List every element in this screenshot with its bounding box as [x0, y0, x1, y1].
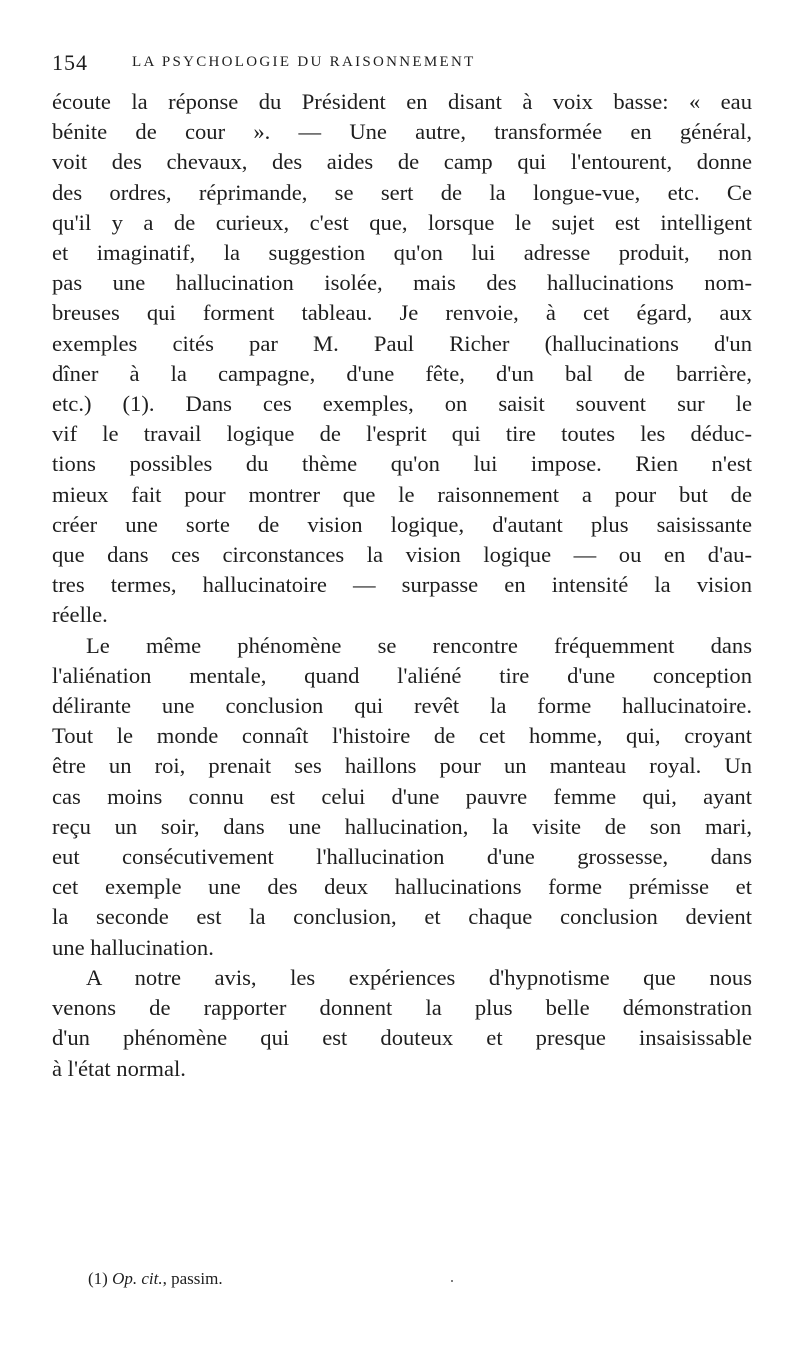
- text-line: breuses qui forment tableau. Je renvoie, à cet égard, aux: [52, 300, 752, 326]
- text-line: mieux fait pour montrer que le raisonnement a pour but de: [52, 481, 752, 507]
- text-line: qu'il y a de curieux, c'est que, lorsque le sujet est intelligent: [52, 209, 752, 235]
- text-line: délirante une conclusion qui revêt la forme hallucinatoire.: [52, 693, 752, 719]
- running-title: LA PSYCHOLOGIE DU RAISONNEMENT: [132, 54, 476, 70]
- text-line: des ordres, réprimande, se sert de la longue-vue, etc. Ce: [52, 179, 752, 205]
- footnote-suffix: , passim.: [162, 1269, 223, 1288]
- text-line: venons de rapporter donnent la plus belle démonstration: [52, 995, 752, 1021]
- text-line: vif le travail logique de l'esprit qui tire toutes les déduc-: [52, 421, 752, 447]
- text-line: exemples cités par M. Paul Richer (hallucinations d'un: [52, 330, 752, 356]
- text-line: reçu un soir, dans une hallucination, la visite de son mari,: [52, 813, 752, 839]
- paragraph-1: [52, 87, 752, 631]
- page-number: 154: [52, 50, 88, 75]
- text-line: être un roi, prenait ses haillons pour un manteau royal. Un: [52, 753, 752, 779]
- text-line: etc.) (1). Dans ces exemples, on saisit souvent sur le: [52, 391, 752, 417]
- text-line: une hallucination.: [52, 934, 214, 960]
- text-line: à l'état normal.: [52, 1055, 186, 1081]
- text-line: eut consécutivement l'hallucination d'une grossesse, dans: [52, 844, 752, 870]
- text-line: la seconde est la conclusion, et chaque conclusion devient: [52, 904, 752, 930]
- paragraph-2: [52, 631, 752, 963]
- footnote-marker: (1): [88, 1269, 108, 1288]
- text-line: bénite de cour ». — Une autre, transformée en général,: [52, 119, 752, 145]
- text-line: Tout le monde connaît l'histoire de cet homme, qui, croyant: [52, 723, 752, 749]
- text-line: A notre avis, les expériences d'hypnotisme que nous: [86, 964, 752, 990]
- text-line: écoute la réponse du Président en disant à voix basse: « eau: [52, 89, 752, 114]
- body-text: [52, 87, 752, 1084]
- text-line: tions possibles du thème qu'on lui impose. Rien n'est: [52, 451, 752, 477]
- text-line: dîner à la campagne, d'une fête, d'un bal de barrière,: [52, 360, 752, 386]
- text-line: d'un phénomène qui est douteux et presque insaisissable: [52, 1025, 752, 1051]
- text-line: réelle.: [52, 602, 108, 628]
- paragraph-3: [52, 963, 752, 1084]
- text-line: et imaginatif, la suggestion qu'on lui adresse produit, non: [52, 240, 752, 266]
- footnote-reference: Op. cit.: [112, 1269, 163, 1288]
- text-line: que dans ces circonstances la vision logique — ou en d'au-: [52, 542, 752, 568]
- text-line: l'aliénation mentale, quand l'aliéné tire d'une conception: [52, 662, 752, 688]
- text-line: voit des chevaux, des aides de camp qui l'entourent, donne: [52, 149, 752, 175]
- print-speck: [451, 1280, 453, 1282]
- text-line: Le même phénomène se rencontre fréquemment dans: [86, 632, 752, 658]
- text-line: créer une sorte de vision logique, d'autant plus saisissante: [52, 511, 752, 537]
- text-line: pas une hallucination isolée, mais des hallucinations nom-: [52, 270, 752, 296]
- text-line: tres termes, hallucinatoire — surpasse en intensité la vision: [52, 572, 752, 598]
- text-line: cet exemple une des deux hallucinations forme prémisse et: [52, 874, 752, 900]
- footnote: [88, 1268, 223, 1290]
- page-header: [52, 50, 752, 80]
- text-line: cas moins connu est celui d'une pauvre femme qui, ayant: [52, 783, 752, 809]
